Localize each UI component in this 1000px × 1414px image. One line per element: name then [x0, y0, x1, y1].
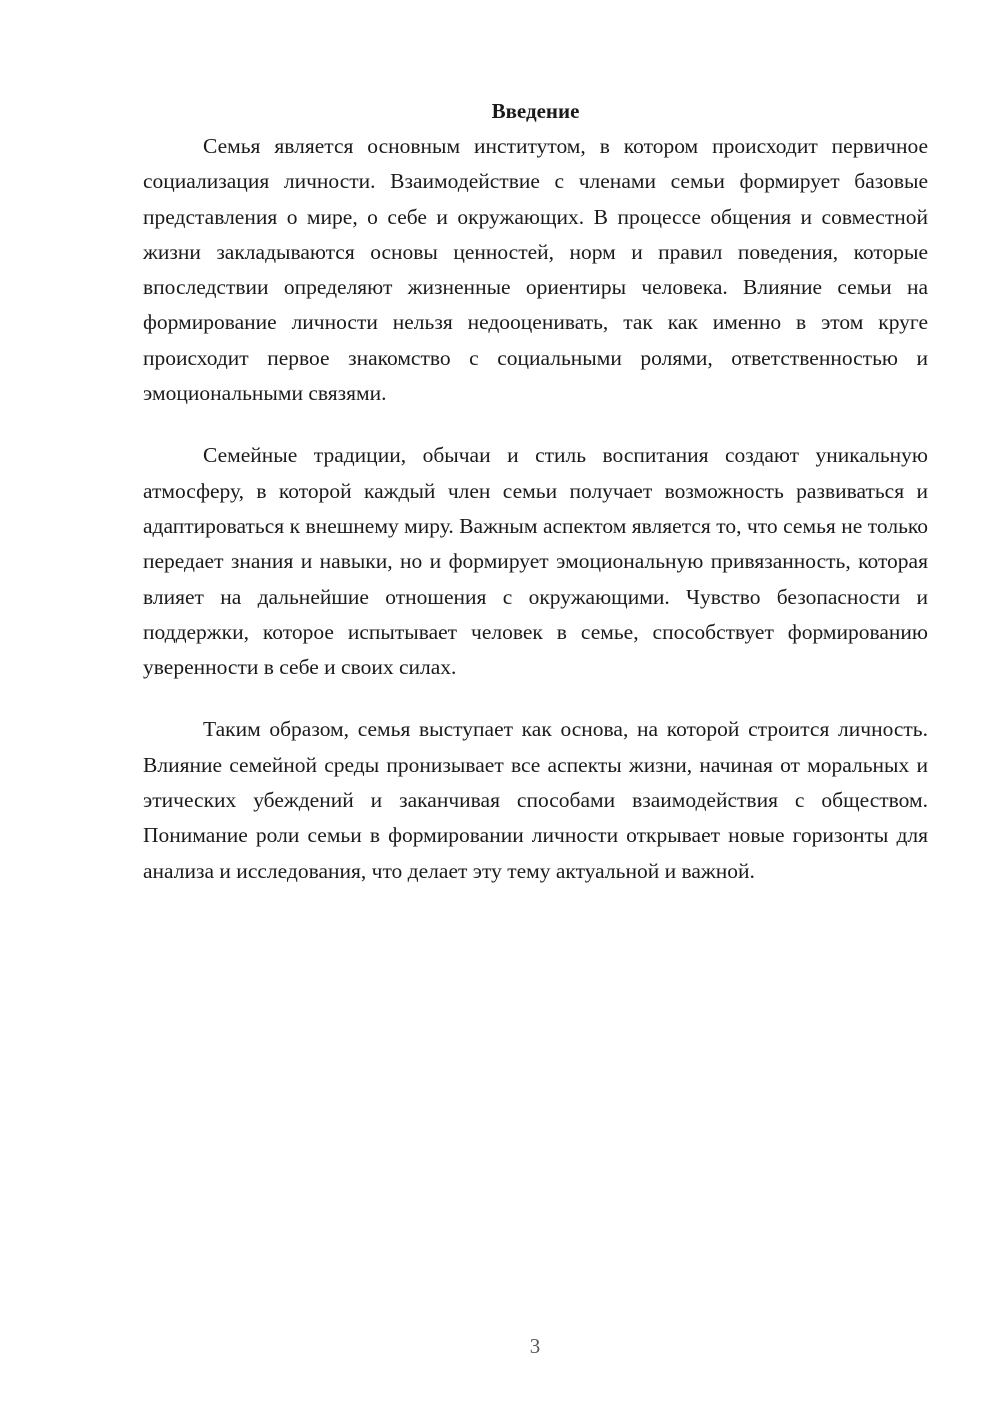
paragraph-1: Семья является основным институтом, в котором происходит первичное социализация личности. Взаимодействие с членами семьи формирует базовые представления о мире, о себе и окружающих. В процессе общения и совместной жизни закладываются основы ценностей, норм и правил поведения, которые впоследствии определяют жизненные ориентиры человека. Влияние семьи на формирование личности нельзя недооценивать, так как именно в этом круге происходит первое знакомство с социальными ролями, ответственностью и эмоциональными связями.: [143, 134, 928, 406]
page-content: [143, 94, 928, 916]
section-heading: Введение: [491, 99, 580, 123]
paragraph-3: Таким образом, семья выступает как основа, на которой строится личность. Влияние семейной среды пронизывает все аспекты жизни, начиная от моральных и этических убеждений и заканчивая способами взаимодействия с обществом. Понимание роли семьи в формировании личности открывает новые горизонты для анализа и исследования, что делает эту тему актуальной и важной.: [143, 717, 928, 883]
paragraph-2: Семейные традиции, обычаи и стиль воспитания создают уникальную атмосферу, в которой каждый член семьи получает возможность развиваться и адаптироваться к внешнему миру. Важным аспектом является то, что семья не только передает знания и навыки, но и формирует эмоциональную привязанность, которая влияет на дальнейшие отношения с окружающими. Чувство безопасности и поддержки, которое испытывает человек в семье, способствует формированию уверенности в себе и своих силах.: [143, 443, 928, 680]
page-number: 3: [529, 1334, 541, 1358]
